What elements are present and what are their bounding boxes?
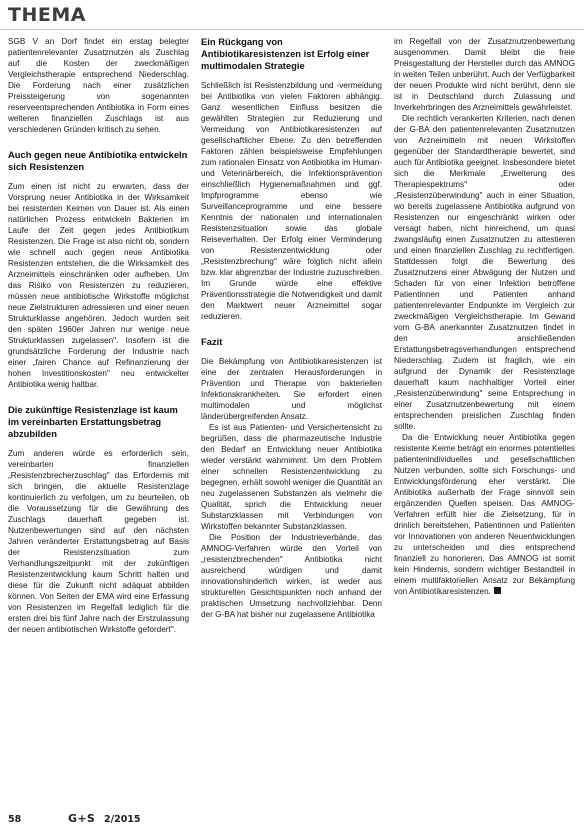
paragraph: SGB V an Dorf findet ein erstag belegter patientenrelevanter Zusatznutzen als Zuschlag auf die Kosten der zweckmäßigen Vergleichstherapie entsprechend Niederschlag. Die Forderung nach einer zusätzlichen Preissteigerung von sogenannten reserveentsprechenden Antibiotika in Form eines weiteren finanziellen Zuschlags ist aus verschiedenen Gründen kritisch zu sehen. bbox=[8, 37, 189, 134]
page-footer bbox=[8, 812, 576, 830]
publication-name: G+S bbox=[68, 812, 96, 825]
paragraph: Zum anderen würde es erforderlich sein, vereinbarten finanziellen „Resistenzbrecherzuschlag" das Erfordernis mit sich bringen, die aktuelle Resistenzlage kontinuierlich zu verfolgen, um zu beurteilen, ob die Voraussetzung für die Gewährung des Zuschlags dauerhaft gegeben ist. Nutzenbewertungen sind auf den nächsten Jahren veränderter Erstattungsbetrag auf Basis der Resistenzsituation zum Verhandlungszeitpunkt mit der zukünftigen Resistenzentwicklung kaum Schritt halten und diese für die Zukunft nicht adäquat abbilden können. Von Seiten der EMA wird eine Erfassung von Resistenzen im Regelfall lediglich für die ersten drei bis fünf Jahre nach der Erstzulassung der neuen antibiotischen Wirkstoffe gefordert". bbox=[8, 449, 189, 634]
section-heading: Ein Rückgang von Antibiotikaresistenzen ist Erfolg einer multimodalen Strategie bbox=[201, 36, 370, 71]
paragraph: Da die Entwicklung neuer Antibiotika gegen resistente Keime beträgt ein enormes potentielles patientenindividuelles und gesellschaftlichen Nutzen verbunden, sollte sich Forschungs- und Entwicklungsförderung eher verstärkt. Die Antibiotika außerhalb der Frage sinnvoll sein ergänzenden Quellen speisen. Das AMNOG-Verfahren erfüllt hier die Zielsetzung, für in drinlich bereitstehen, Patientinnen und Patienten vor Innovationen von anderen Neuentwicklungen zu unterscheiden und dies entsprechend finanziell zu honorieren. Das AMNOG ist somit kein Hindernis, sondern wichtiger Bestandteil in einem multifaktoriellen Ansatz zur Bekämpfung von Antibiotikaresistenzen. bbox=[394, 433, 575, 596]
section-heading: Die zukünftige Resistenzlage ist kaum im vereinbarten Erstattungsbetrag abzubilden bbox=[8, 404, 178, 439]
paragraph: im Regelfall von der Zusatznutzenbewertung ausgenommen. Damit bleibt die freie Preisgestaltung der Hersteller durch das AMNOG in weiten Teilen unberührt. Auch der Verfügbarkeit der neuen Produkte wird nicht berührt, denn sie ist in Deutschland durch Zulassung und Inverkehrbringen des Arzneimittels gewährleistet. bbox=[394, 37, 575, 112]
column-1 bbox=[8, 36, 189, 772]
paragraph: Die Position der Industrieverbände, das AMNOG-Verfahren würde den Vorteil von „resistenzbrechenden" Antibiotika nicht ausreichend würdigen und damit innovationshinderlich wirken, ist weder aus strukturellen Gesichtspunkten noch anhand der praktischen Umsetzung nachvollziehbar. Denn der G-BA hat bisher nur zugelassene Antibiotika bbox=[201, 533, 382, 619]
section-label: THEMA bbox=[8, 4, 86, 26]
paragraph: Es ist aus Patienten- und Versichertensicht zu begrüßen, dass die pharmazeutische Industrie den Bedarf an Entwicklung neuer Antibiotika wieder verstärkt wahrnimmt. Um dem Problem einer schnellen Resistenzentwicklung zu begegnen, erhält sowohl weniger die Quantität an neu zugelassenen Substanzen als vielmehr die Qualität, sprich die Entwicklung neuer Substanzklassen mit Verbindungen von Wirkstoffen bekannter Substanzklassen. bbox=[201, 423, 382, 531]
issue-number: 2/2015 bbox=[104, 814, 141, 825]
section-heading: Auch gegen neue Antibiotika entwickeln sich Resistenzen bbox=[8, 149, 188, 172]
paragraph: Die rechtlich verankerten Kriterien, nach denen der G-BA den patientenrelevanten Zusatznutzen von Arzneimitteln mit neuen Wirkstoffen gegenüber der Standardtherapie bewertet, sind auch für Antibiotika geeignet. Insbesondere bietet sich die Merkmale „Erweiterung des Therapiespektrums" oder „Resistenzüberwindung" auch in einer Situation, wo bereits zugelassene Antibiotika aufgrund von Resistenzen nur eingeschränkt wirken oder versagt haben, nicht hinreichend, um quasi zwangsläufig einen Zusatznutzen zu attestieren und einen finanziellen Zuschlag zu rechtfertigen. Stattdessen folgt die Bewertung des Zusatznutzens einer Abwägung der Nutzen und Schaden für von einer Infektion betroffene Patientinnen und Patienten anhand patientenrelevanter Endpunkte im Vergleich zur zweckmäßigen Vergleichstherapie. Im Gewand vom G-BA anerkannter Zusatznutzen findet in den anschließenden Erstattungsbetragsverhandlungen entsprechend Niederschlag. Zudem ist fraglich, wie ein aufgrund der Dynamik der Resistenzlage dauerhaft kaum nachhaltiger Vorteil einer „Resistenzüberwindung" seine Entsprechung in einer Zusatznutzenbewertung mit einem entsprechenden preislichen Zuschlag finden sollte. bbox=[394, 114, 575, 431]
page-number: 58 bbox=[8, 814, 22, 825]
column-3 bbox=[394, 36, 575, 772]
paragraph: Schließlich ist Resistenzbildung und -vermeidung bei Antibiotika von vielen Faktoren abhängig. Ganz wesentlichen Einfluss besitzen die gewählten Strategien zur Reduzierung und Vermeidung von Antibiotikaresistenzen auf gesellschaftlicher Ebene. Zu den betreffenden Faktoren zählen beispielsweise Empfehlungen zum rationalen Einsatz von Antibiotika im Human- und Veterinärbereich, die Infektionsprävention einschließlich Hygienemaßnahmen und ggf. Impfprogramme ebenso wie Surveillanceprogramme und eine bessere Kenntnis der nationalen und internationalen Resistenzsituation sowie das globale Reiseverhalten. Der Erfolg einer Verminderung von Resistenzentwicklung oder „Resistenzbrechung" wäre folglich nicht allein bzw. klar abgrenzbar der Industrie zuzuschreiben. Im Grunde würde eine effektive Präventionsstrategie die Notwendigkeit und damit den Marktwert neuer Arzneimittel sogar reduzieren. bbox=[201, 81, 382, 321]
paragraph: Die Bekämpfung von Antibiotikaresistenzen ist eine der zentralen Herausforderungen in Prävention und Therapie von bakteriellen Infektionskrankheiten. Sie erfordert einen multimodalen und möglichst länderübergreifenden Ansatz. bbox=[201, 357, 382, 421]
header-bar bbox=[0, 0, 584, 30]
section-heading: Fazit bbox=[201, 336, 223, 347]
column-2 bbox=[201, 36, 382, 772]
article-body bbox=[8, 36, 576, 772]
article-end-mark bbox=[494, 587, 501, 594]
paragraph: Zum einen ist nicht zu erwarten, dass der Vorsprung neuer Antibiotika in der Wirksamkeit bei resistenten Keimen von Dauer ist. Als einen natürlichen Prozess entwickeln Bakterien im Laufe der Zeit gegen jedes Antibiotikum Resistenzen. Die Frage ist also nicht ob, sondern wie schnell auch gegen neue Antibiotika Resistenzen entstehen, die die Wirksamkeit des Arzneimittels einschränken oder aufheben. Um das Risiko von Resistenzen zu reduzieren, müssen neue antibiotische Wirkstoffe möglichst neue Zielstrukturen adressieren und einer neuen Strukturklasse angehören. Jedoch wurden seit den späten 1960er Jahren nur wenige neue Strukturklassen zugelassen". Insofern ist die grundsätzliche Forderung der Industrie nach einer „fairen Chance auf Refinanzierung der hohen Investitionskosten" neu entwickelter Antibiotika wenig haltbar. bbox=[8, 182, 189, 389]
